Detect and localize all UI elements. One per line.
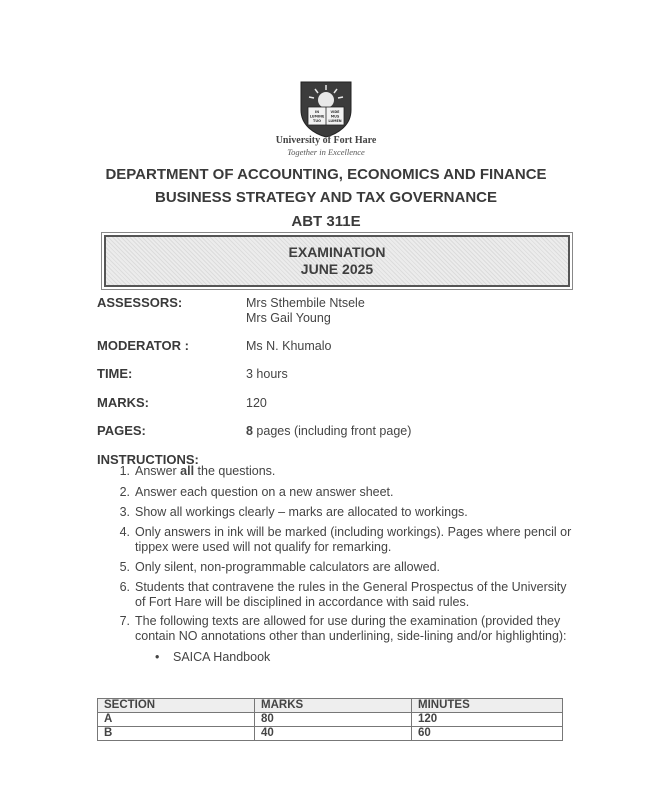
pages-suffix: pages (including front page) xyxy=(252,424,412,438)
instruction-number: 7. xyxy=(119,614,130,628)
svg-text:LUMEN: LUMEN xyxy=(328,119,342,123)
cell-section: B xyxy=(98,727,255,741)
bullet-icon: • xyxy=(155,650,160,664)
marks-value: 120 xyxy=(246,396,267,410)
department-heading: DEPARTMENT OF ACCOUNTING, ECONOMICS AND FINANCE xyxy=(105,166,547,183)
pages-label: PAGES: xyxy=(97,423,146,438)
cell-minutes: 120 xyxy=(412,713,563,727)
course-title: BUSINESS STRATEGY AND TAX GOVERNANCE xyxy=(155,189,497,206)
instruction-number: 1. xyxy=(119,464,130,478)
instruction-text: Answer each question on a new answer sheet. xyxy=(135,485,394,499)
time-value: 3 hours xyxy=(246,367,288,381)
instruction-text: Students that contravene the rules in the General Prospectus of the University of Fort Hare will be disciplined in accordance with said rules. xyxy=(135,580,567,609)
pages-number: 8 xyxy=(246,424,253,438)
table-row xyxy=(98,713,563,727)
svg-text:MUS: MUS xyxy=(330,114,340,119)
svg-text:VIDE: VIDE xyxy=(330,110,340,114)
cell-minutes: 60 xyxy=(412,727,563,741)
instruction-number: 3. xyxy=(119,505,130,519)
instruction-text: Answer all the questions. xyxy=(135,464,276,478)
instruction-text: Only silent, non-programmable calculators are allowed. xyxy=(135,560,441,574)
sections-table xyxy=(97,698,563,741)
marks-label: MARKS: xyxy=(97,395,149,410)
bullet-item xyxy=(155,650,270,664)
column-header-minutes: MINUTES xyxy=(412,699,563,713)
time-label: TIME: xyxy=(97,366,133,381)
moderator-label: MODERATOR : xyxy=(97,338,189,353)
examination-banner xyxy=(104,235,570,287)
pages-value xyxy=(246,424,411,438)
table-header-row xyxy=(98,699,563,713)
svg-text:TUO: TUO xyxy=(313,119,321,123)
instruction-number: 4. xyxy=(119,525,130,539)
bullet-text: SAICA Handbook xyxy=(173,650,271,664)
table-row xyxy=(98,727,563,741)
column-header-section: SECTION xyxy=(98,699,255,713)
course-code: ABT 311E xyxy=(291,213,361,230)
instructions-title: INSTRUCTIONS: xyxy=(97,452,199,467)
cell-section: A xyxy=(98,713,255,727)
moderator-value: Ms N. Khumalo xyxy=(246,339,332,353)
column-header-marks: MARKS xyxy=(255,699,412,713)
cell-marks: 80 xyxy=(255,713,412,727)
instruction-number: 6. xyxy=(119,580,130,594)
university-crest-logo xyxy=(297,80,355,138)
svg-text:LUMINE: LUMINE xyxy=(309,114,325,119)
exam-title: EXAMINATION xyxy=(288,244,386,260)
assessor-1: Mrs Sthembile Ntsele xyxy=(246,296,365,310)
svg-text:IN: IN xyxy=(314,110,320,114)
instruction-text: Show all workings clearly – marks are allocated to workings. xyxy=(135,505,468,519)
exam-date: JUNE 2025 xyxy=(300,261,374,277)
instruction-text: Only answers in ink will be marked (including workings). Pages where pencil or tippex were used will not qualify for remarking. xyxy=(135,525,572,554)
instruction-number: 2. xyxy=(119,485,130,499)
assessors-label: ASSESSORS: xyxy=(97,295,183,310)
cell-marks: 40 xyxy=(255,727,412,741)
assessor-2: Mrs Gail Young xyxy=(246,311,331,325)
university-name: University of Fort Hare xyxy=(275,135,377,146)
instruction-text: The following texts are allowed for use during the examination (provided they contain NO annotations other than underlining, side-lining and/or highlighting): xyxy=(135,614,567,643)
instruction-number: 5. xyxy=(119,560,130,574)
university-motto: Together in Excellence xyxy=(287,147,365,157)
